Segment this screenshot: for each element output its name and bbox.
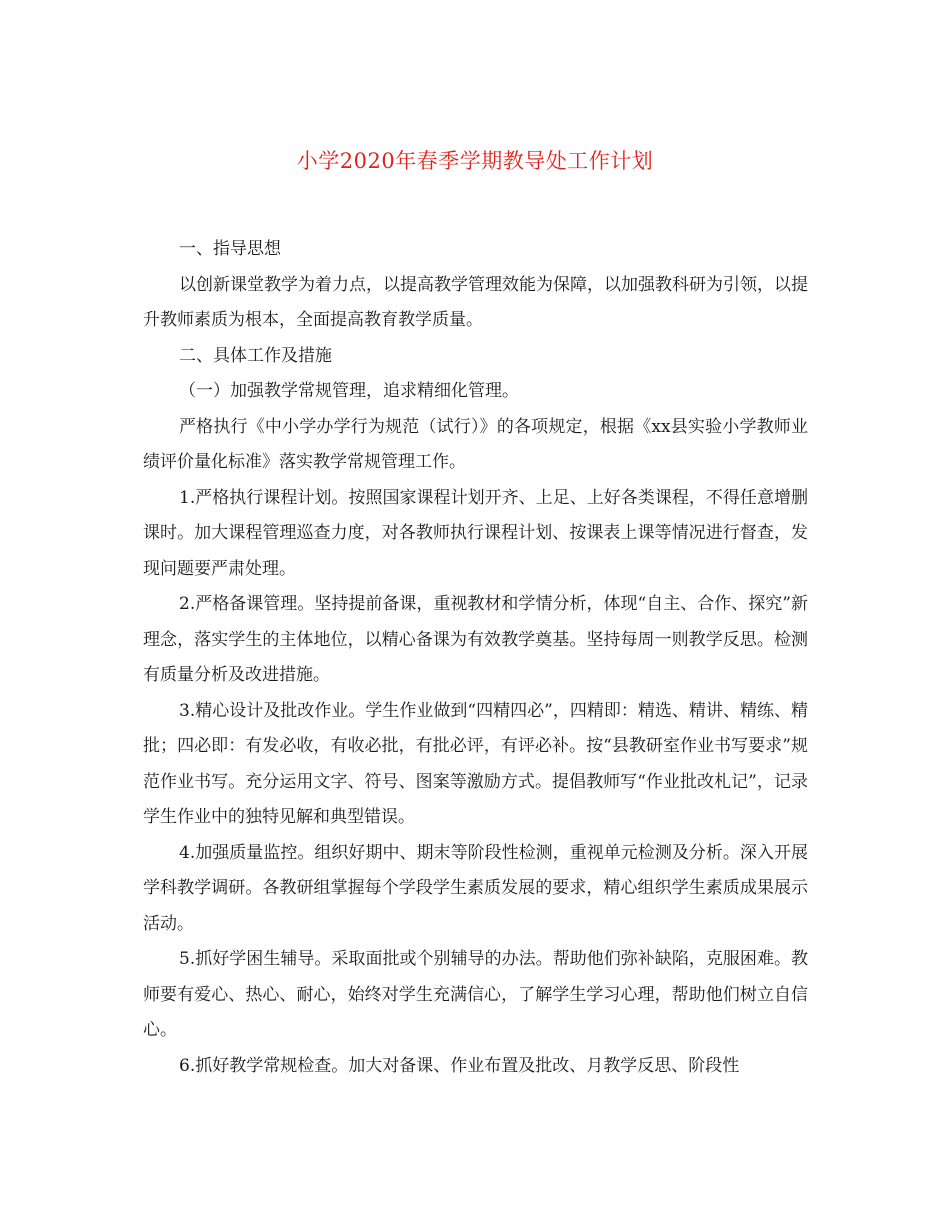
paragraph: 以创新课堂教学为着力点，以提高教学管理效能为保障，以加强教科研为引领，以提升教师素质为根本，全面提高教育教学质量。 <box>143 274 808 330</box>
paragraph-item-4: 4.加强质量监控。组织好期中、期末等阶段性检测，重视单元检测及分析。深入开展学科教学调研。各教研组掌握每个学段学生素质发展的要求，精心组织学生素质成果展示活动。 <box>143 842 808 934</box>
paragraph-item-1: 1.严格执行课程计划。按照国家课程计划开齐、上足、上好各类课程，不得任意增删课时。加大课程管理巡查力度，对各教师执行课程计划、按课表上课等情况进行督查，发现问题要严肃处理。 <box>143 487 808 579</box>
subheading-routine-management: （一）加强教学常规管理，追求精细化管理。 <box>179 381 519 401</box>
document-body <box>143 232 808 1084</box>
heading-specific-work: 二、具体工作及措施 <box>179 345 332 366</box>
paragraph-item-3: 3.精心设计及批改作业。学生作业做到“四精四必”，四精即：精选、精讲、精练、精批；四必即：有发必收，有收必批，有批必评，有评必补。按“县教研室作业书写要求”规范作业书写。充分运用文字、符号、图案等激励方式。提倡教师写“作业批改札记”，记录学生作业中的独特见解和典型错误。 <box>143 700 808 827</box>
paragraph: 严格执行《中小学办学行为规范（试行）》的各项规定，根据《xx县实验小学教师业绩评价量化标准》落实教学常规管理工作。 <box>143 416 808 472</box>
paragraph-item-2: 2.严格备课管理。坚持提前备课，重视教材和学情分析，体现“自主、合作、探究”新理念，落实学生的主体地位，以精心备课为有效教学奠基。坚持每周一则教学反思。检测有质量分析及改进措施。 <box>143 594 808 685</box>
paragraph-item-5: 5.抓好学困生辅导。采取面批或个别辅导的办法。帮助他们弥补缺陷，克服困难。教师要有爱心、热心、耐心，始终对学生充满信心，了解学生学习心理，帮助他们树立自信心。 <box>143 949 808 1040</box>
heading-guiding-ideology: 一、指导思想 <box>179 239 281 259</box>
paragraph-item-6: 6.抓好教学常规检查。加大对备课、作业布置及批改、月教学反思、阶段性 <box>179 1055 740 1076</box>
document-title: 小学2020年春季学期教导处工作计划 <box>296 149 654 173</box>
